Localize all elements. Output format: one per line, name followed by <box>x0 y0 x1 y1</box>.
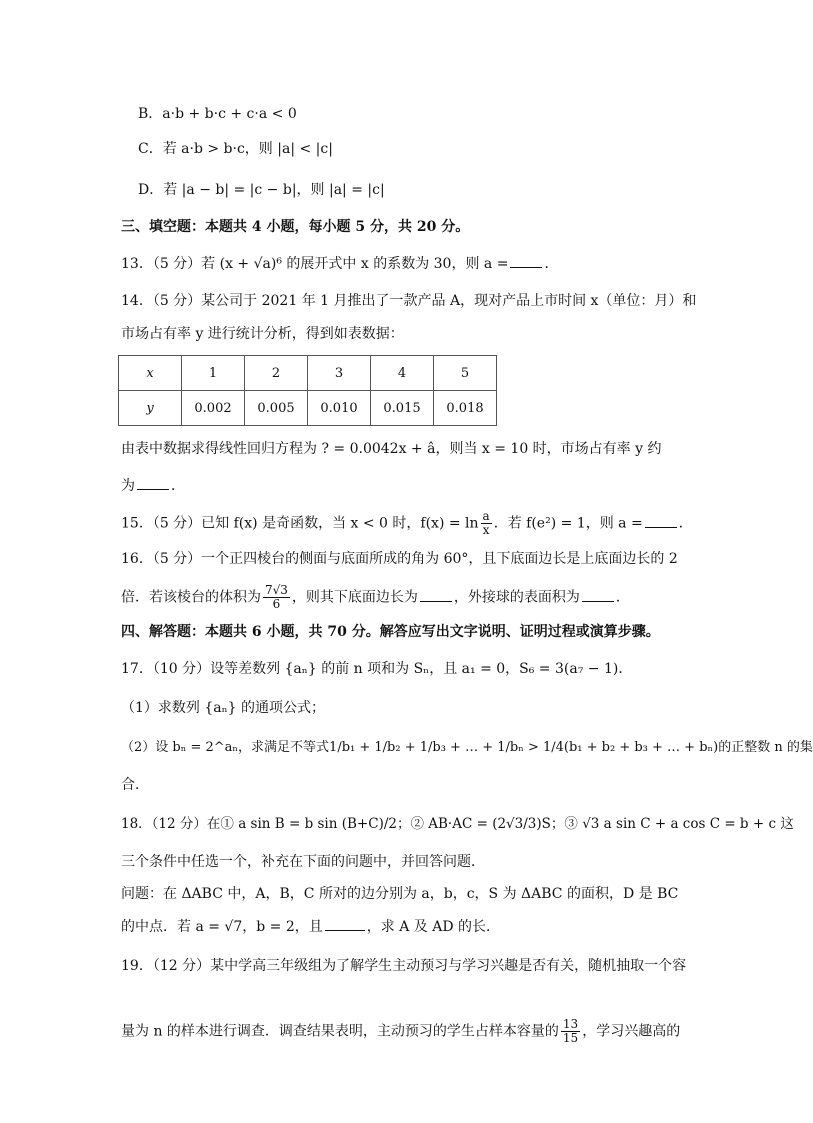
fraction-denominator: 6 <box>272 597 281 611</box>
table-cell: 1 <box>182 356 245 391</box>
table-cell: 5 <box>434 356 497 391</box>
q14-line4 <box>121 476 185 496</box>
table-header-x: x <box>119 356 182 391</box>
q13-end: ． <box>544 256 559 272</box>
table-cell: 0.015 <box>371 391 434 426</box>
fraction-numerator: a <box>482 509 490 523</box>
answer-blank <box>582 589 614 602</box>
q17-part2a: （2）设 bₙ = 2^aₙ，求满足不等式 <box>121 740 330 755</box>
q18-line4a: 的中点．若 a = √7，b = 2，且 <box>121 919 323 935</box>
q14-line1: 14．（5 分）某公司于 2021 年 1 月推出了一款产品 A，现对产品上市时间 x（单位：月）和 <box>121 293 697 309</box>
table-cell: 0.002 <box>182 391 245 426</box>
answer-blank <box>137 477 169 490</box>
question-15 <box>121 510 693 537</box>
section-3-title: 三、填空题：本题共 4 小题，每小题 5 分，共 20 分。 <box>121 219 470 235</box>
q14-line2: 市场占有率 y 进行统计分析，得到如表数据： <box>121 326 404 342</box>
table-cell: 2 <box>245 356 308 391</box>
table-row <box>119 356 497 391</box>
table-cell: 4 <box>371 356 434 391</box>
q15-text-a: 15．（5 分）已知 f(x) 是奇函数，当 x < 0 时，f(x) = ln <box>121 515 479 532</box>
fraction-denominator: x <box>482 523 490 537</box>
q19-line2 <box>121 1018 680 1045</box>
q18-line2: 三个条件中任选一个，补充在下面的问题中，并回答问题． <box>121 854 485 870</box>
option-c: C．若 a·b > b·c，则 |a| < |c| <box>138 141 333 157</box>
table-cell: 0.018 <box>434 391 497 426</box>
q16-line2c: ，外接球的表面积为 <box>453 589 580 606</box>
data-table <box>118 355 497 426</box>
fraction-numerator: 7√3 <box>265 583 288 597</box>
q17-part1: （1）求数列 {aₙ} 的通项公式； <box>121 700 326 716</box>
fraction <box>481 510 492 537</box>
section-4-title: 四、解答题：本题共 6 小题，共 70 分。解答应写出文字说明、证明过程或演算步骤。 <box>121 624 660 640</box>
q19-line2a: 量为 n 的样本进行调查．调查结果表明，主动预习的学生占样本容量的 <box>121 1023 559 1040</box>
q18-line4 <box>121 917 500 937</box>
table-row <box>119 391 497 426</box>
q14-line4a: 为 <box>121 478 135 494</box>
answer-blank <box>510 255 542 268</box>
answer-blank <box>645 515 677 528</box>
q15-end: ． <box>678 515 693 532</box>
q19-line1: 19．（12 分）某中学高三年级组为了解学生主动预习与学习兴趣是否有关，随机抽取一个容 <box>121 958 687 974</box>
q18-line4b: ，求 A 及 AD 的长． <box>366 919 501 935</box>
fraction-numerator: 13 <box>562 1017 579 1031</box>
q18-line1: 18．（12 分）在① a sin B = b sin (B+C)/2；② AB·AC = (2√3/3)S；③ √3 a sin C + a cos C = b + c 这 <box>121 816 794 832</box>
table-cell: 3 <box>308 356 371 391</box>
q17-part2 <box>121 738 813 758</box>
q16-line2 <box>121 584 630 611</box>
question-13 <box>121 254 558 274</box>
q18-line3: 问题：在 ΔABC 中，A，B，C 所对的边分别为 a，b，c，S 为 ΔABC 的面积，D 是 BC <box>121 886 679 902</box>
fraction <box>263 584 290 611</box>
answer-blank <box>420 589 452 602</box>
option-d: D．若 |a − b| = |c − b|，则 |a| = |c| <box>138 182 385 198</box>
option-b: B．a·b + b·c + c·a < 0 <box>138 106 297 122</box>
q17-line1: 17．（10 分）设等差数列 {aₙ} 的前 n 项和为 Sₙ，且 a₁ = 0，S₆ = 3(a₇ − 1)． <box>121 661 633 677</box>
q19-line2b: ，学习兴趣高的 <box>582 1023 681 1040</box>
q15-text-b: ．若 f(e²) = 1，则 a = <box>493 515 643 532</box>
q16-line1: 16．（5 分）一个正四棱台的侧面与底面所成的角为 60°，且下底面边长是上底面边长的 2 <box>121 551 678 567</box>
table-header-y: y <box>119 391 182 426</box>
q17-inequality: 1/b₁ + 1/b₂ + 1/b₃ + … + 1/bₙ > 1/4(b₁ + b₂ + b₃ + … + bₙ) <box>329 740 719 755</box>
q17-part2c: 的正整数 n 的集 <box>718 740 813 755</box>
q16-line2d: ． <box>615 589 630 606</box>
table-cell: 0.010 <box>308 391 371 426</box>
q14-line4b: ． <box>171 478 185 494</box>
fraction-denominator: 15 <box>562 1031 579 1045</box>
q17-part2d: 合． <box>121 777 149 793</box>
q13-text: 13．（5 分）若 (x + √a)⁶ 的展开式中 x 的系数为 30，则 a = <box>121 256 509 272</box>
table-cell: 0.005 <box>245 391 308 426</box>
q16-line2b: ，则其下底面边长为 <box>291 589 418 606</box>
q14-line3: 由表中数据求得线性回归方程为 ? = 0.0042x + â，则当 x = 10 时，市场占有率 y 约 <box>121 441 662 457</box>
answer-blank <box>325 918 365 931</box>
q16-line2a: 倍．若该棱台的体积为 <box>121 589 261 606</box>
fraction <box>561 1018 580 1045</box>
